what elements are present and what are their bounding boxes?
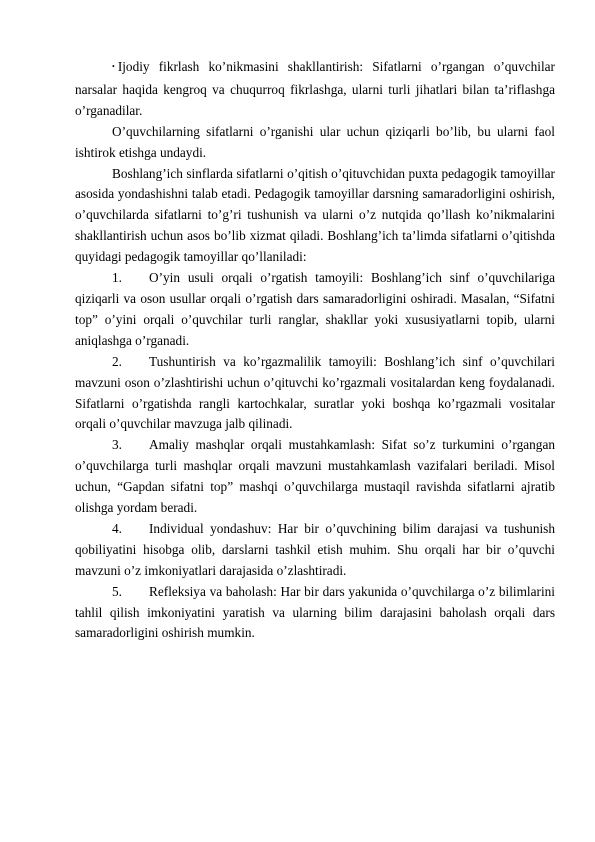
paragraph: Boshlang’ich sinflarda sifatlarni o’qitish o’qituvchidan puxta pedagogik tamoyillar asosida yondashishni talab etadi. Pedagogik tamoyillar darsning samaradorligini oshirish, o’quvchilarda sifatlarni to’g’ri tushunish va ularni o’z nutqida qo’llash ko’nikmalarini shakllantirish uchun asos bo’lib xizmat qiladi. Boshlang’ich ta’limda sifatlarni o’qitishda quyidagi pedagogik tamoyillar qo’llaniladi:	[75, 165, 555, 265]
item-text: Refleksiya va baholash: Har bir dars yakunida o’quvchilarga o’z bilimlarini tahlil qilish imkoniyatini yaratish va ularning bilim darajasini baholash orqali dars samaradorligini oshirish mumkin.	[75, 583, 555, 641]
item-number: 4.	[112, 520, 122, 536]
item-text: O’yin usuli orqali o’rgatish tamoyili: Boshlang’ich sinf o’quvchilariga qiziqarli va oson usullar orqali o’rgatish dars samaradorligini oshiradi. Masalan, “Sifatni top” o’yini orqali o’quvchilar turli ranglar, shakllar yoki xususiyatlarni topib, ularni aniqlashga o’rganadi.	[75, 270, 555, 348]
item-number: 2.	[112, 353, 122, 369]
item-number: 3.	[112, 437, 122, 453]
paragraph: O’quvchilarning sifatlarni o’rganishi ular uchun qiziqarli bo’lib, bu ularni faol ishtirok etishga undaydi.	[75, 123, 555, 160]
bullet-icon: •	[112, 62, 115, 71]
document-body	[75, 57, 555, 644]
numbered-item	[75, 519, 555, 582]
item-number: 5.	[112, 583, 122, 599]
item-text: Individual yondashuv: Har bir o’quvchining bilim darajasi va tushunish qobiliyatini hisobga olib, darslarni tashkil etish muhim. Shu orqali har bir o’quvchi mavzuni o’z imkoniyatlari darajasida o’zlashtiradi.	[75, 520, 555, 578]
numbered-item	[75, 435, 555, 519]
item-number: 1.	[112, 270, 122, 286]
bullet-paragraph	[75, 57, 555, 122]
item-text: Tushuntirish va ko’rgazmalilik tamoyili: Boshlang’ich sinf o’quvchilari mavzuni oson o’zlashtirishi uchun o’qituvchi ko’rgazmali vositalardan keng foydalanadi. Sifatlarni o’rgatishda rangli kartochkalar, suratlar yoki boshqa ko’rgazmali vositalar orqali o’quvchilar mavzuga jalb qilinadi.	[75, 353, 555, 432]
bullet-paragraph-text: Ijodiy fikrlash ko’nikmasini shakllantirish: Sifatlarni o’rgangan o’quvchilar narsalar haqida kengroq va chuqurroq fikrlashga, ularni turli jihatlari bilan ta’riflashga o’rganadilar.	[75, 59, 555, 118]
numbered-item	[75, 582, 555, 645]
item-text: Amaliy mashqlar orqali mustahkamlash: Sifat so’z turkumini o’rgangan o’quvchilarga turli mashqlar orqali mavzuni mustahkamlash vazifalari beriladi. Misol uchun, “Gapdan sifatni top” mashqi o’quvchilarga mustaqil ravishda sifatlarni ajratib olishga yordam beradi.	[75, 437, 555, 516]
numbered-item	[75, 352, 555, 436]
numbered-item	[75, 268, 555, 352]
